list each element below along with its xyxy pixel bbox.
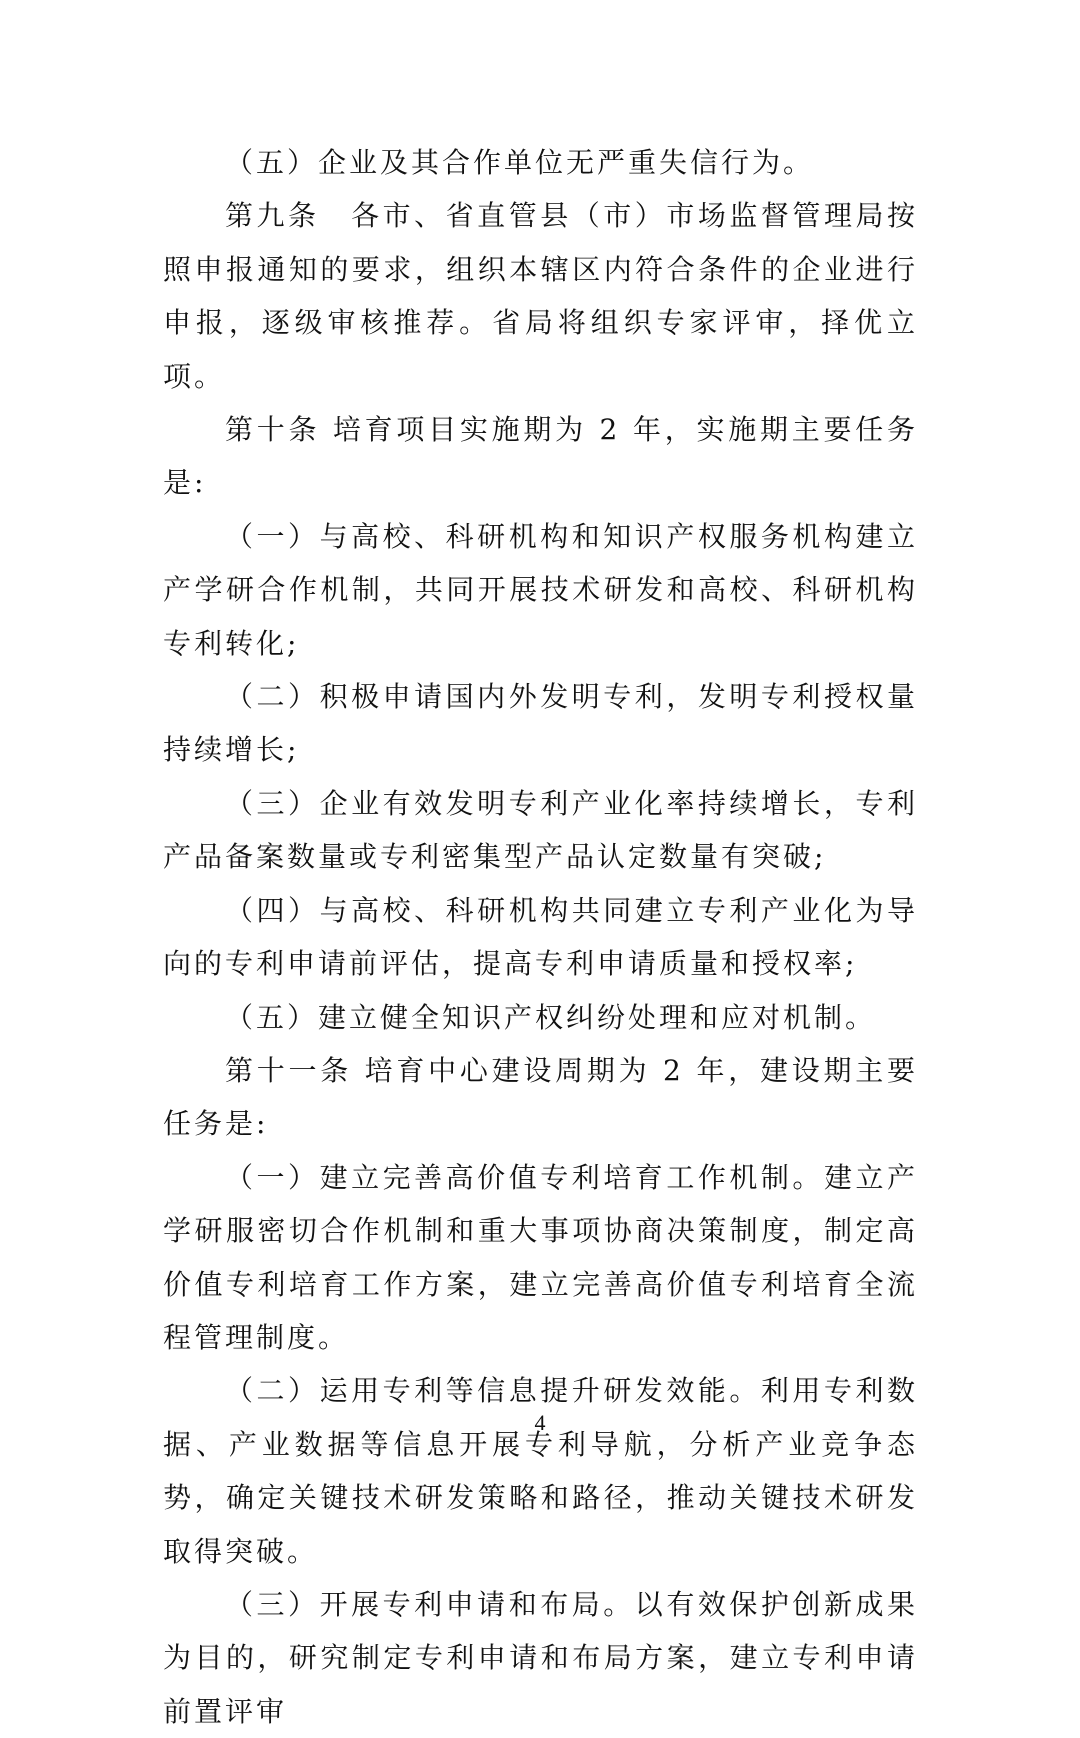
paragraph-article-10-item-3: （三）企业有效发明专利产业化率持续增长，专利产品备案数量或专利密集型产品认定数量有突破; xyxy=(163,786,918,874)
paragraph-article-11-item-3: （三）开展专利申请和布局。以有效保护创新成果为目的，研究制定专利申请和布局方案，建立专利申请前置评审 xyxy=(163,1587,918,1728)
paragraph-item-5-enterprise-credit: （五）企业及其合作单位无严重失信行为。 xyxy=(225,146,815,179)
paragraph-article-9: 第九条 各市、省直管县（市）市场监督管理局按照申报通知的要求，组织本辖区内符合条件的企业进行申报，逐级审核推荐。省局将组织专家评审，择优立项。 xyxy=(163,199,918,393)
paragraph-article-11-item-1: （一）建立完善高价值专利培育工作机制。建立产学研服密切合作机制和重大事项协商决策制度，制定高价值专利培育工作方案，建立完善高价值专利培育全流程管理制度。 xyxy=(163,1160,918,1354)
paragraph-article-11-item-2: （二）运用专利等信息提升研发效能。利用专利数据、产业数据等信息开展专利导航，分析产业竞争态势，确定关键技术研发策略和路径，推动关键技术研发取得突破。 xyxy=(163,1374,918,1568)
body-text xyxy=(163,136,918,1738)
page-number: 4 xyxy=(534,1410,546,1435)
paragraph-article-11: 第十一条 培育中心建设周期为 2 年，建设期主要任务是: xyxy=(163,1053,918,1141)
paragraph-article-10: 第十条 培育项目实施期为 2 年，实施期主要任务是: xyxy=(163,413,918,500)
paragraph-article-10-item-1: （一）与高校、科研机构和知识产权服务机构建立产学研合作机制，共同开展技术研发和高校、科研机构专利转化; xyxy=(163,519,918,660)
paragraph-article-10-item-2: （二）积极申请国内外发明专利，发明专利授权量持续增长; xyxy=(163,680,918,767)
paragraph-article-10-item-5: （五）建立健全知识产权纠纷处理和应对机制。 xyxy=(225,1000,877,1034)
paragraph-article-10-item-4: （四）与高校、科研机构共同建立专利产业化为导向的专利申请前评估，提高专利申请质量和授权率; xyxy=(163,893,918,981)
